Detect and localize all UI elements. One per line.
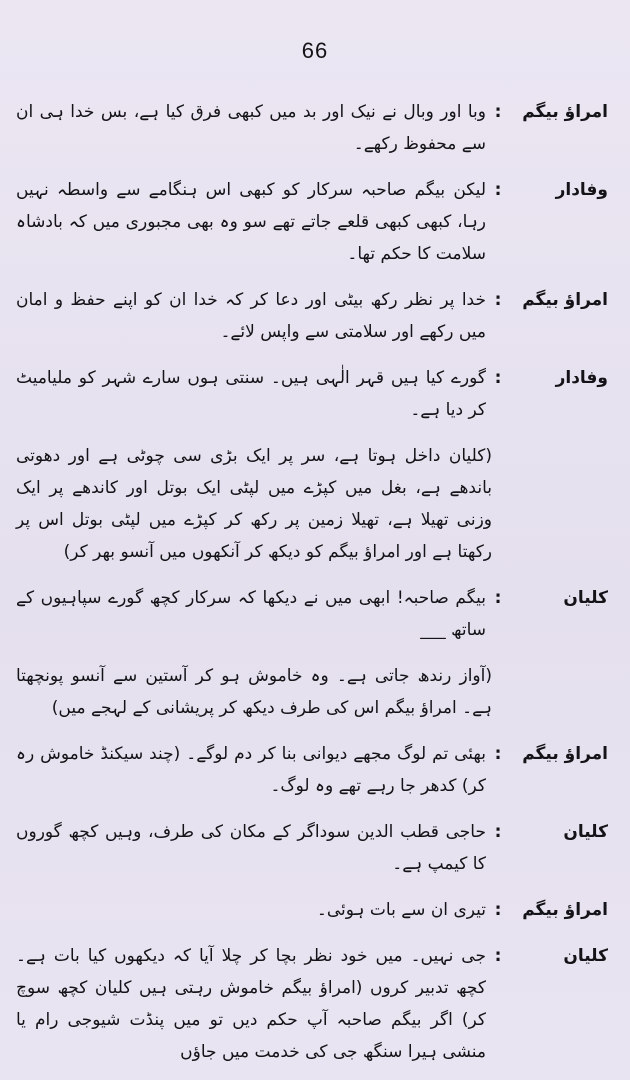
dialogue-line [16, 816, 614, 880]
speaker-name: کلیان [563, 588, 608, 608]
dialogue-line [16, 96, 614, 160]
dialogue-text: تیری ان سے بات ہوئی۔ [316, 900, 486, 920]
dialogue-text: لیکن بیگم صاحبہ سرکار کو کبھی اس ہنگامے سے واسطہ نہیں رہا، کبھی کبھی قلعے جاتے تھے سو وہ بھی مجبوری میں کہ بادشاہ سلامت کا حکم تھا۔ [16, 180, 486, 264]
speaker-colon: : [494, 946, 502, 966]
speaker-name: امراؤ بیگم [522, 290, 608, 310]
speaker-name: امراؤ بیگم [522, 900, 608, 920]
play-script [16, 96, 614, 1080]
speaker-name: وفادار [555, 180, 608, 200]
speaker-colon: : [494, 368, 502, 388]
dialogue-text: جی نہیں۔ میں خود نظر بچا کر چلا آیا کہ دیکھوں کیا بات ہے۔ کچھ تدبیر کروں (امراؤ بیگم خاموش رہتی ہیں کلیان کچھ سوچ کر) اگر بیگم صاحبہ آپ حکم دیں تو میں پنڈت شیوجی رام یا منشی ہیرا سنگھ جی کی خدمت میں جاؤں [16, 946, 486, 1062]
dialogue-text: حاجی قطب الدین سوداگر کے مکان کی طرف، وہیں کچھ گوروں کا کیمپ ہے۔ [16, 822, 486, 874]
dialogue-text: وبا اور وبال نے نیک اور بد میں کبھی فرق کیا ہے، بس خدا ہی ان سے محفوظ رکھے۔ [16, 102, 486, 154]
dialogue-text: گورے کیا ہیں قہر الٰہی ہیں۔ سنتی ہوں سارے شہر کو ملیامیٹ کر دیا ہے۔ [16, 368, 486, 420]
dialogue-line [16, 940, 614, 1068]
speaker-name: کلیان [563, 822, 608, 842]
speaker-name: وفادار [555, 368, 608, 388]
speaker-colon: : [494, 822, 502, 842]
speaker-name: امراؤ بیگم [522, 102, 608, 122]
speaker-colon: : [494, 900, 502, 920]
speaker-colon: : [494, 290, 502, 310]
stage-direction: (آواز رندھ جاتی ہے۔ وہ خاموش ہو کر آستین سے آنسو پونچھتا ہے۔ امراؤ بیگم اس کی طرف دیکھ کر پریشانی کے لہجے میں) [16, 666, 492, 718]
speaker-colon: : [494, 180, 502, 200]
page-number: 66 [301, 38, 329, 63]
stage-direction: (کلیان داخل ہوتا ہے، سر پر ایک بڑی سی چوٹی ہے اور دھوتی باندھے ہے، بغل میں کپڑے میں لپٹی ایک بوتل اور کاندھے پر ایک وزنی تھیلا ہے، تھیلا زمین پر رکھ کر کپڑے میں لپٹی بوتل اس پر رکھتا ہے اور امراؤ بیگم کو دیکھ کر آنکھوں میں آنسو بھر کر) [16, 446, 492, 562]
speaker-colon: : [494, 744, 502, 764]
speaker-colon: : [494, 102, 502, 122]
dialogue-line [16, 738, 614, 802]
dialogue-line [16, 362, 614, 426]
dialogue-text: بیگم صاحبہ! ابھی میں نے دیکھا کہ سرکار کچھ گورے سپاہیوں کے ساتھ ___ [16, 588, 486, 640]
speaker-colon: : [494, 588, 502, 608]
dialogue-line [16, 582, 614, 646]
dialogue-line [16, 284, 614, 348]
dialogue-line [16, 174, 614, 270]
dialogue-text: خدا پر نظر رکھ بیٹی اور دعا کر کہ خدا ان کو اپنے حفظ و امان میں رکھے اور سلامتی سے واپس لائے۔ [16, 290, 486, 342]
speaker-name: امراؤ بیگم [522, 744, 608, 764]
dialogue-line [16, 894, 614, 926]
dialogue-text: بھئی تم لوگ مجھے دیوانی بنا کر دم لوگے۔ (چند سیکنڈ خاموش رہ کر) کدھر جا رہے تھے وہ لوگ۔ [16, 744, 486, 796]
speaker-name: کلیان [563, 946, 608, 966]
